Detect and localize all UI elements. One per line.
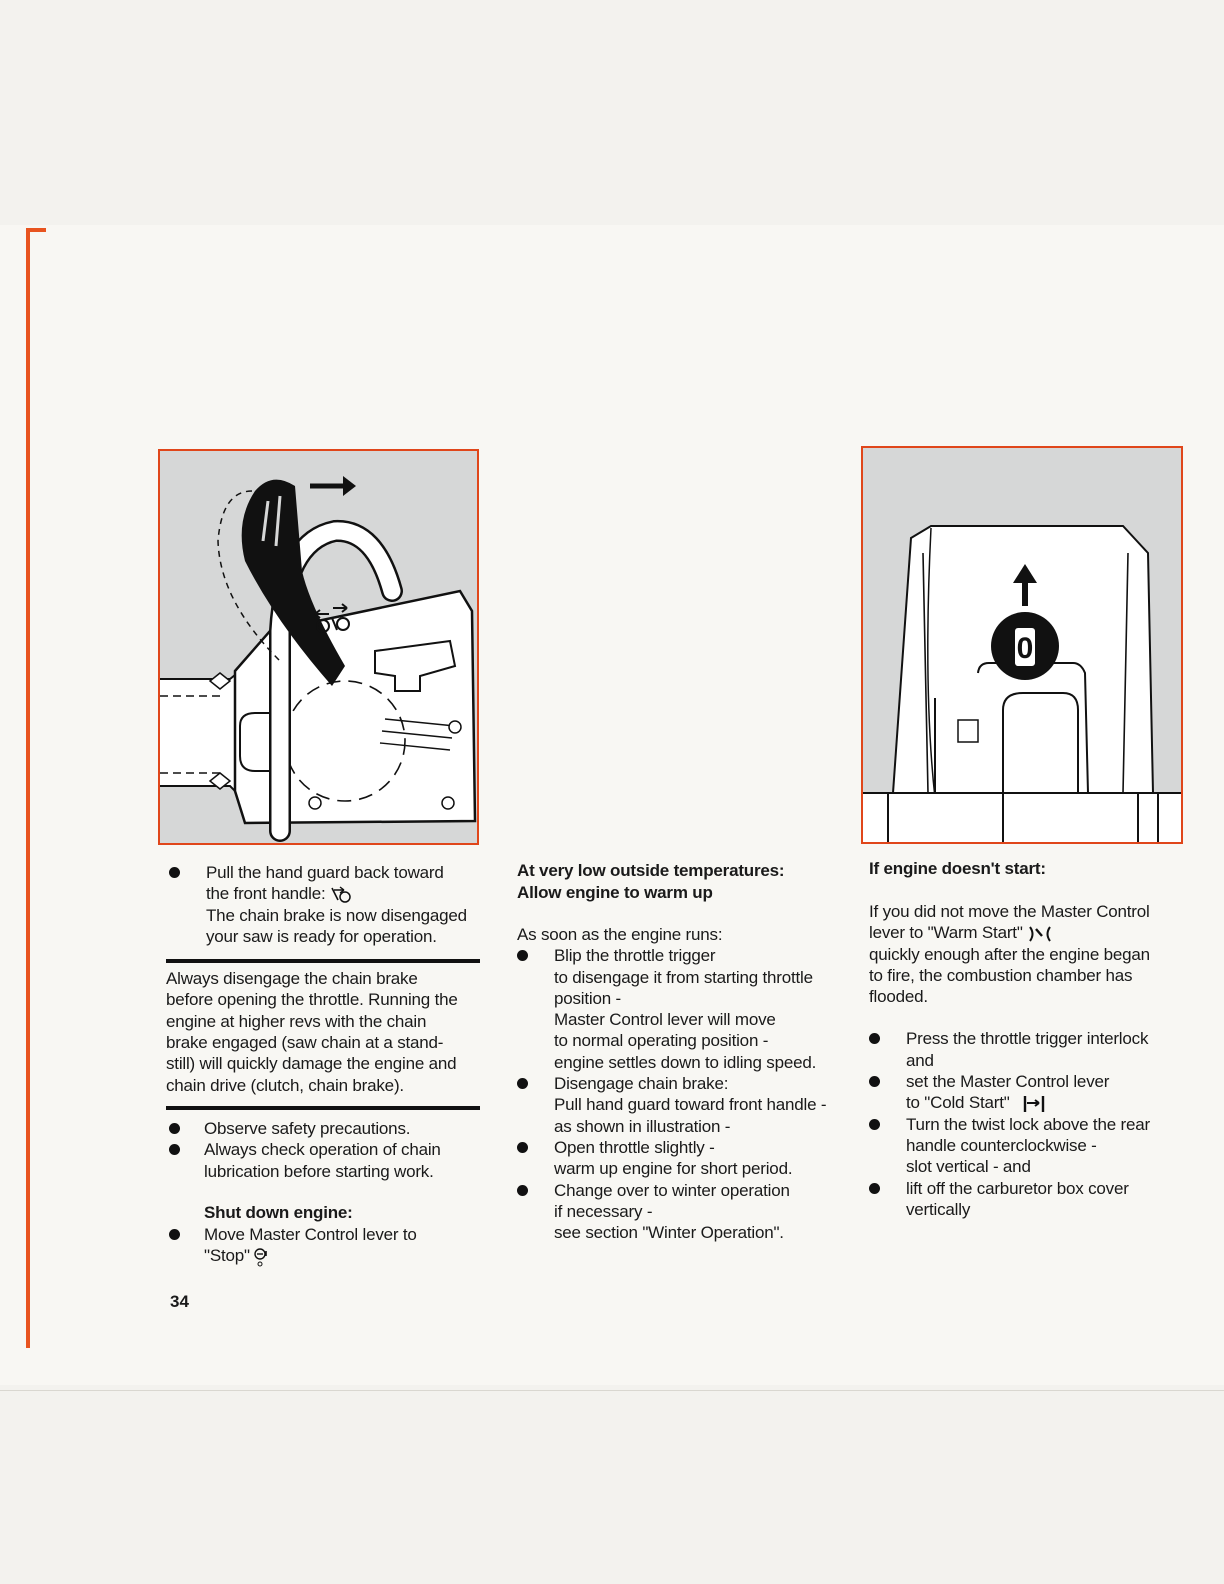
- middle-column: [517, 860, 837, 1243]
- no-start-paragraph: If you did not move the Master Control lever to "Warm Start" quickly enough after the engine began to fire, the combustion chamber has flooded.: [869, 902, 1150, 1007]
- bullet-lift-cover: lift off the carburetor box cover vertically: [869, 1178, 1199, 1221]
- bullet-safety: Observe safety precautions.: [169, 1118, 489, 1139]
- bullet-winter-operation: Change over to winter operation if necessary - see section "Winter Operation".: [517, 1180, 837, 1244]
- bullet-open-throttle: Open throttle slightly - warm up engine for short period.: [517, 1137, 837, 1180]
- bullet-blip-throttle: Blip the throttle trigger to disengage it from starting throttle position - Master Control lever will move to normal operating position - engine settles down to idling speed.: [517, 945, 837, 1073]
- warm-start-symbol-icon: [1027, 925, 1053, 943]
- warning-top-rule: [166, 959, 480, 963]
- orange-margin-tab: [26, 228, 46, 232]
- bullet-cold-start: set the Master Control lever to "Cold Start": [869, 1071, 1199, 1114]
- bullet-twist-lock: Turn the twist lock above the rear handle counterclockwise - slot vertical - and: [869, 1114, 1199, 1178]
- chain-brake-illustration: [158, 449, 479, 845]
- bullet-throttle-interlock: Press the throttle trigger interlock and: [869, 1028, 1199, 1071]
- warning-text: Always disengage the chain brake before opening the throttle. Running the engine at higher revs with the chain brake engaged (saw chain at a stand- still) will quickly damage the engine and chain drive (clutch, chain brake).: [166, 969, 458, 1095]
- no-start-heading: If engine doesn't start:: [869, 859, 1046, 878]
- carburetor-cover-illustration: [861, 446, 1183, 844]
- page-number: 34: [170, 1292, 189, 1311]
- twist-lock-label: 0: [1016, 632, 1034, 665]
- bullet-lubrication: Always check operation of chain lubrication before starting work.: [169, 1139, 489, 1182]
- stop-symbol-icon: [254, 1247, 268, 1267]
- bullet-stop: Move Master Control lever to "Stop": [169, 1224, 489, 1267]
- chainsaw-drawing: [160, 451, 477, 843]
- right-column: [869, 858, 1199, 1220]
- bullet-disengage-brake: Disengage chain brake: Pull hand guard toward front handle - as shown in illustration -: [517, 1073, 837, 1137]
- chain-brake-disengaged-icon: [330, 886, 354, 904]
- warm-up-heading: At very low outside temperatures: Allow engine to warm up: [517, 861, 785, 902]
- warning-bottom-rule: [166, 1106, 480, 1110]
- shutdown-heading: Shut down engine:: [204, 1202, 353, 1222]
- cold-start-symbol-icon: [1022, 1094, 1048, 1114]
- cover-drawing: [863, 448, 1181, 842]
- orange-margin-rule: [26, 228, 30, 1348]
- left-column: [166, 862, 489, 1267]
- bullet-hand-guard: Pull the hand guard back toward the front handle: The chain brake is now disengaged your saw is ready for operation.: [169, 862, 489, 947]
- page-edge: [0, 1390, 1224, 1391]
- warm-up-intro: As soon as the engine runs:: [517, 925, 723, 944]
